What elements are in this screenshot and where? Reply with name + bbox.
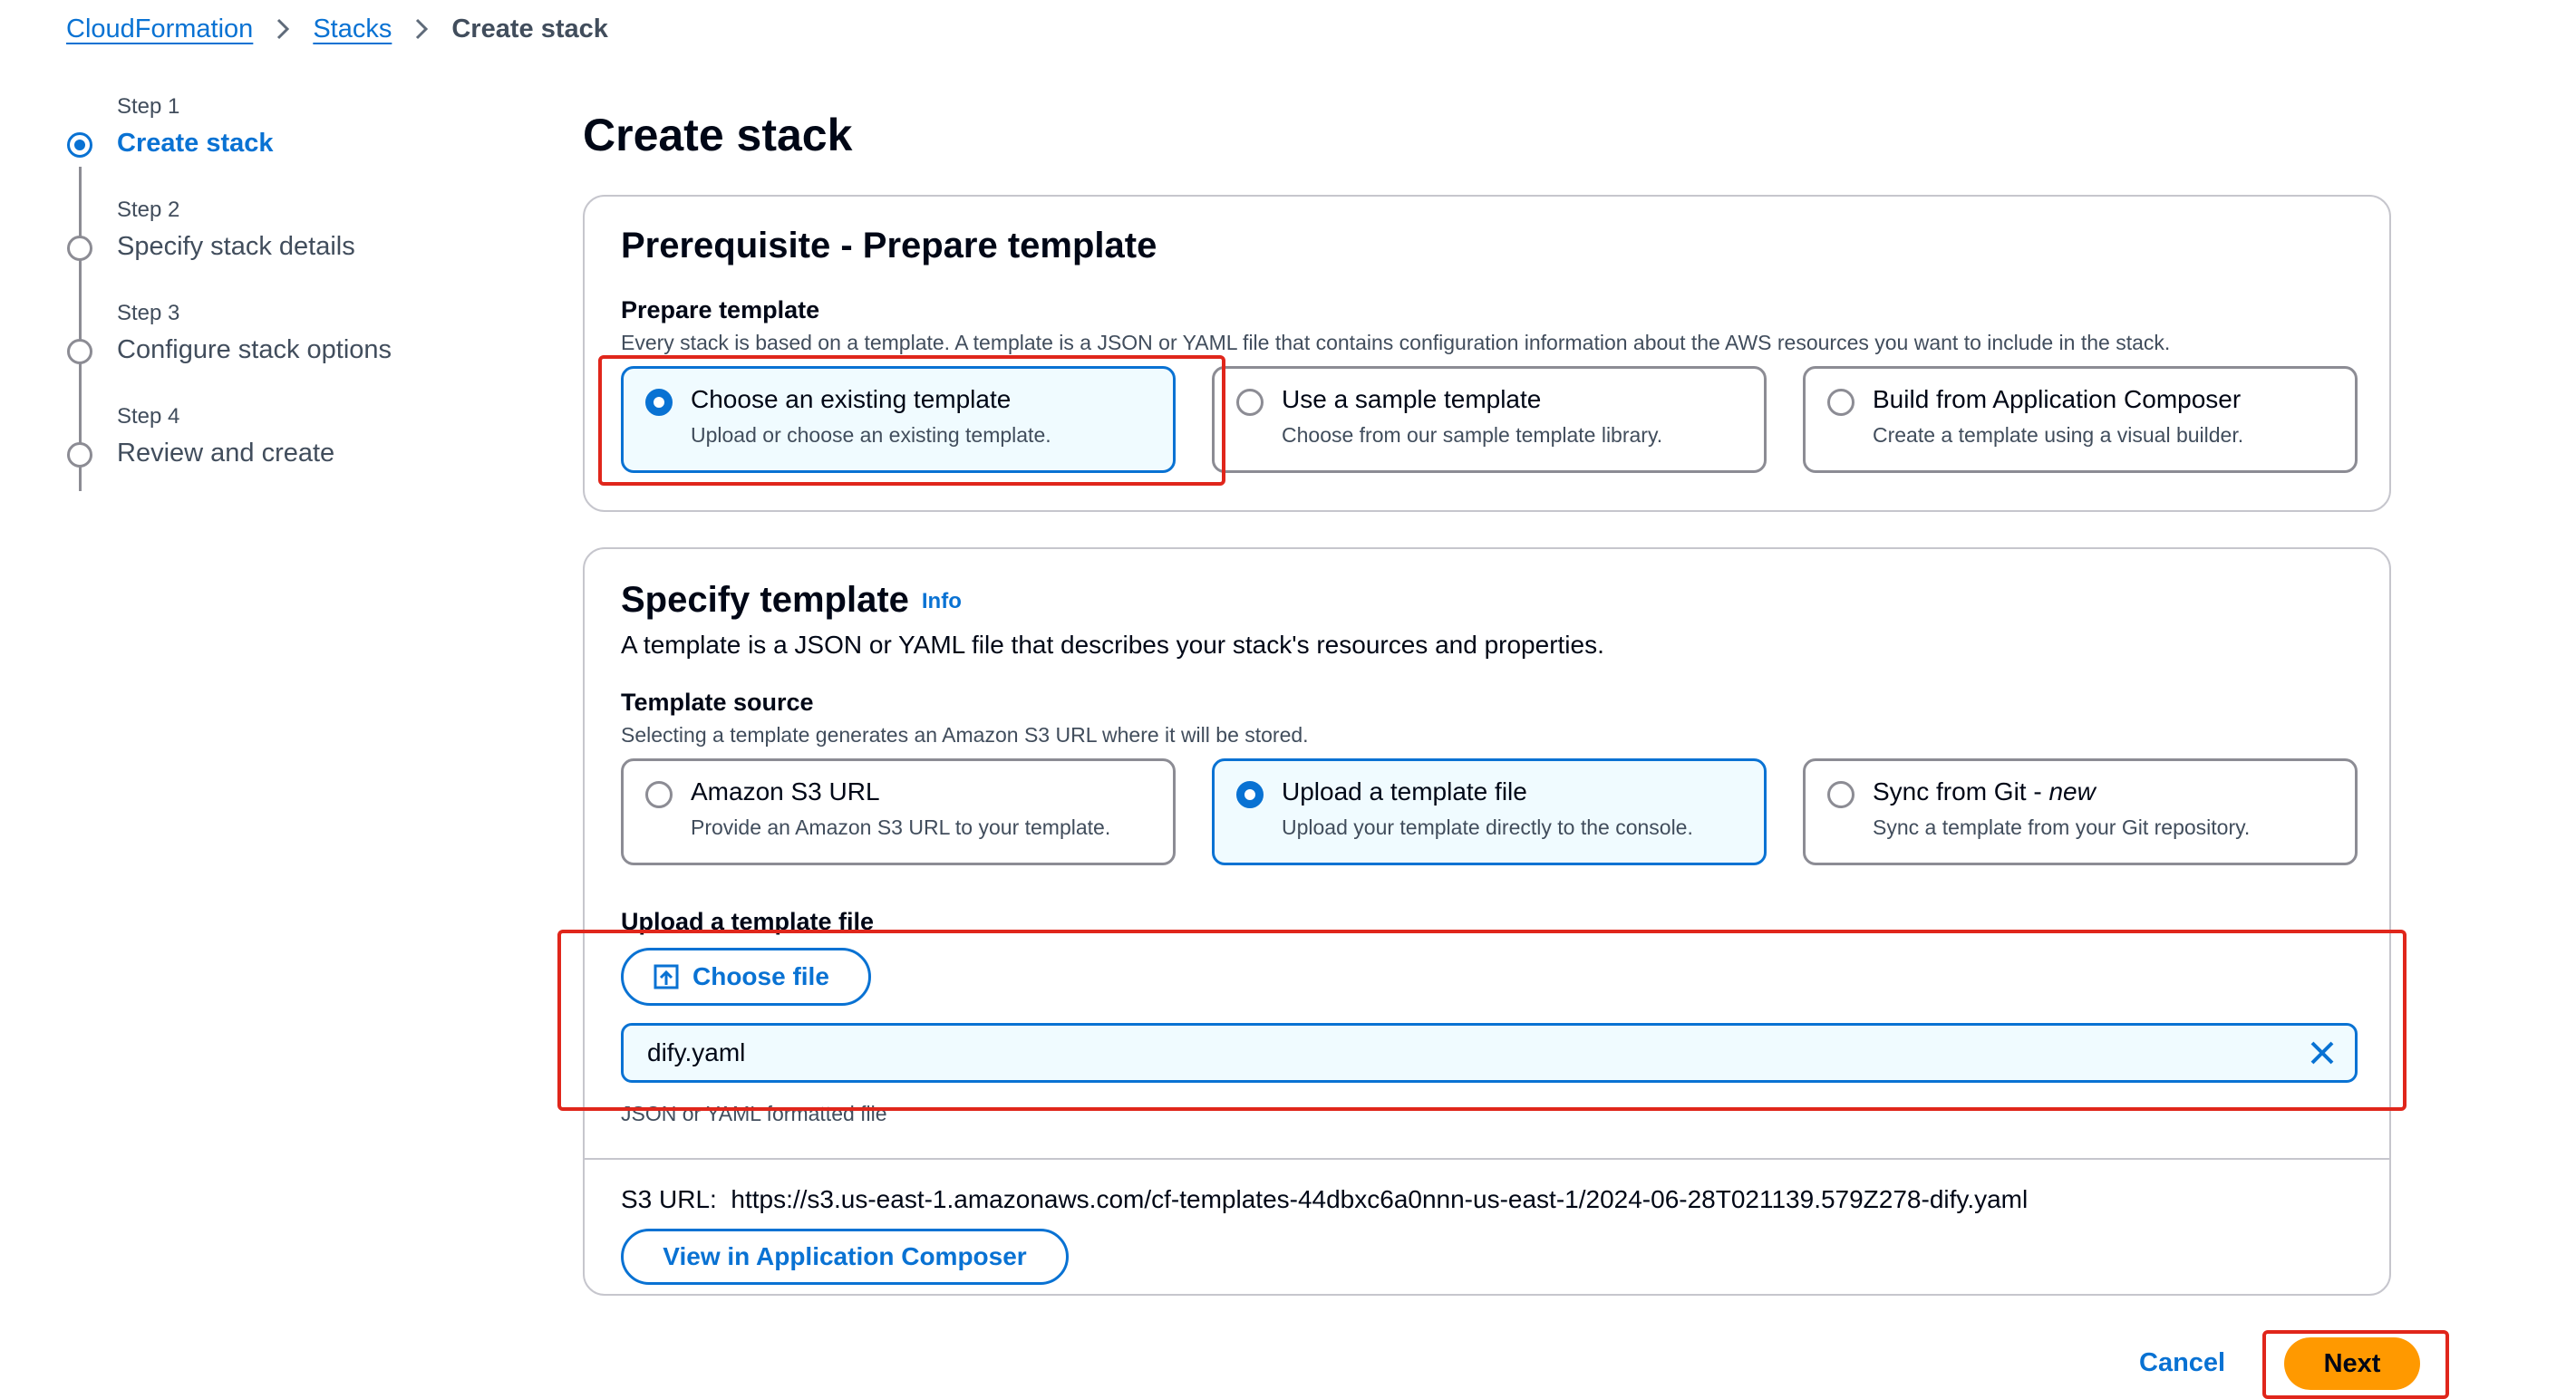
next-button[interactable]: Next bbox=[2284, 1337, 2420, 1390]
step-title: Configure stack options bbox=[117, 335, 392, 364]
tile-description: Choose from our sample template library. bbox=[1282, 423, 1663, 447]
tile-description: Upload your template directly to the console. bbox=[1282, 815, 1693, 839]
step-number: Step 3 bbox=[117, 301, 180, 325]
selected-file-field[interactable] bbox=[621, 1023, 2358, 1083]
s3-url-row bbox=[621, 1185, 2028, 1214]
breadcrumb-stacks[interactable]: Stacks bbox=[313, 14, 392, 43]
source-upload-template-file[interactable] bbox=[1212, 758, 1767, 865]
prepare-template-description: Every stack is based on a template. A template is a JSON or YAML file that contains configuration information about the AWS resources you want to include in the stack. bbox=[621, 331, 2171, 354]
step-title: Specify stack details bbox=[117, 232, 355, 261]
radio-icon[interactable] bbox=[1827, 781, 1855, 808]
tile-title-text: Sync from Git - bbox=[1873, 777, 2049, 806]
panel-divider bbox=[585, 1158, 2389, 1160]
step-number: Step 4 bbox=[117, 404, 180, 429]
step-connector bbox=[79, 268, 82, 386]
breadcrumb-current: Create stack bbox=[451, 14, 608, 43]
step-number: Step 1 bbox=[117, 94, 180, 119]
file-format-hint: JSON or YAML formatted file bbox=[621, 1102, 887, 1125]
option-use-sample-template[interactable] bbox=[1212, 366, 1767, 473]
tile-title: Build from Application Composer bbox=[1873, 385, 2242, 413]
selected-file-name: dify.yaml bbox=[647, 1038, 746, 1066]
upload-icon bbox=[653, 963, 680, 990]
step-pending-icon bbox=[67, 339, 92, 364]
specify-template-title bbox=[621, 580, 962, 621]
tile-title: Amazon S3 URL bbox=[691, 777, 880, 806]
specify-template-description: A template is a JSON or YAML file that describes your stack's resources and properties. bbox=[621, 631, 1604, 659]
tile-description: Upload or choose an existing template. bbox=[691, 423, 1051, 447]
option-build-from-composer[interactable] bbox=[1803, 366, 2358, 473]
chevron-right-icon bbox=[269, 15, 296, 43]
radio-icon[interactable] bbox=[1827, 389, 1855, 416]
chevron-right-icon bbox=[408, 15, 435, 43]
step-title: Review and create bbox=[117, 439, 335, 468]
breadcrumb-cloudformation[interactable]: CloudFormation bbox=[66, 14, 254, 43]
option-choose-existing-template[interactable] bbox=[621, 366, 1176, 473]
close-icon[interactable] bbox=[2306, 1037, 2339, 1069]
step-connector bbox=[79, 371, 82, 491]
prerequisite-title: Prerequisite - Prepare template bbox=[621, 226, 1157, 265]
template-source-label: Template source bbox=[621, 689, 814, 716]
template-source-description: Selecting a template generates an Amazon S3 URL where it will be stored. bbox=[621, 723, 1309, 747]
cancel-button[interactable]: Cancel bbox=[2139, 1348, 2226, 1377]
tile-title bbox=[1873, 777, 2096, 806]
tile-title: Choose an existing template bbox=[691, 385, 1012, 413]
prerequisite-panel bbox=[583, 195, 2391, 512]
radio-icon[interactable] bbox=[1236, 389, 1264, 416]
step-current-icon bbox=[67, 132, 92, 158]
specify-template-heading: Specify template bbox=[621, 580, 909, 620]
tile-description: Sync a template from your Git repository. bbox=[1873, 815, 2251, 839]
new-badge: new bbox=[2048, 777, 2096, 806]
source-sync-from-git[interactable] bbox=[1803, 758, 2358, 865]
info-link[interactable]: Info bbox=[921, 589, 962, 614]
view-in-composer-button[interactable] bbox=[621, 1229, 1069, 1285]
radio-selected-icon[interactable] bbox=[645, 389, 673, 416]
tile-title: Use a sample template bbox=[1282, 385, 1542, 413]
breadcrumb bbox=[66, 11, 608, 47]
step-title: Create stack bbox=[117, 129, 274, 158]
step-pending-icon bbox=[67, 442, 92, 468]
step-pending-icon bbox=[67, 236, 92, 261]
s3-url-label: S3 URL: bbox=[621, 1185, 717, 1213]
view-in-composer-label: View in Application Composer bbox=[663, 1242, 1027, 1270]
source-amazon-s3-url[interactable] bbox=[621, 758, 1176, 865]
choose-file-button[interactable] bbox=[621, 948, 871, 1006]
tile-description: Create a template using a visual builder. bbox=[1873, 423, 2244, 447]
choose-file-label: Choose file bbox=[692, 962, 829, 990]
step-number: Step 2 bbox=[117, 198, 180, 222]
tile-title: Upload a template file bbox=[1282, 777, 1527, 806]
tile-description: Provide an Amazon S3 URL to your template. bbox=[691, 815, 1111, 839]
upload-file-label: Upload a template file bbox=[621, 908, 875, 935]
radio-selected-icon[interactable] bbox=[1236, 781, 1264, 808]
radio-icon[interactable] bbox=[645, 781, 673, 808]
s3-url-value: https://s3.us-east-1.amazonaws.com/cf-templates-44dbxc6a0nnn-us-east-1/2024-06-28T021139.579Z278-dify.yaml bbox=[731, 1185, 2029, 1213]
page-title: Create stack bbox=[583, 110, 853, 160]
specify-template-panel bbox=[583, 547, 2391, 1296]
prepare-template-label: Prepare template bbox=[621, 296, 820, 323]
